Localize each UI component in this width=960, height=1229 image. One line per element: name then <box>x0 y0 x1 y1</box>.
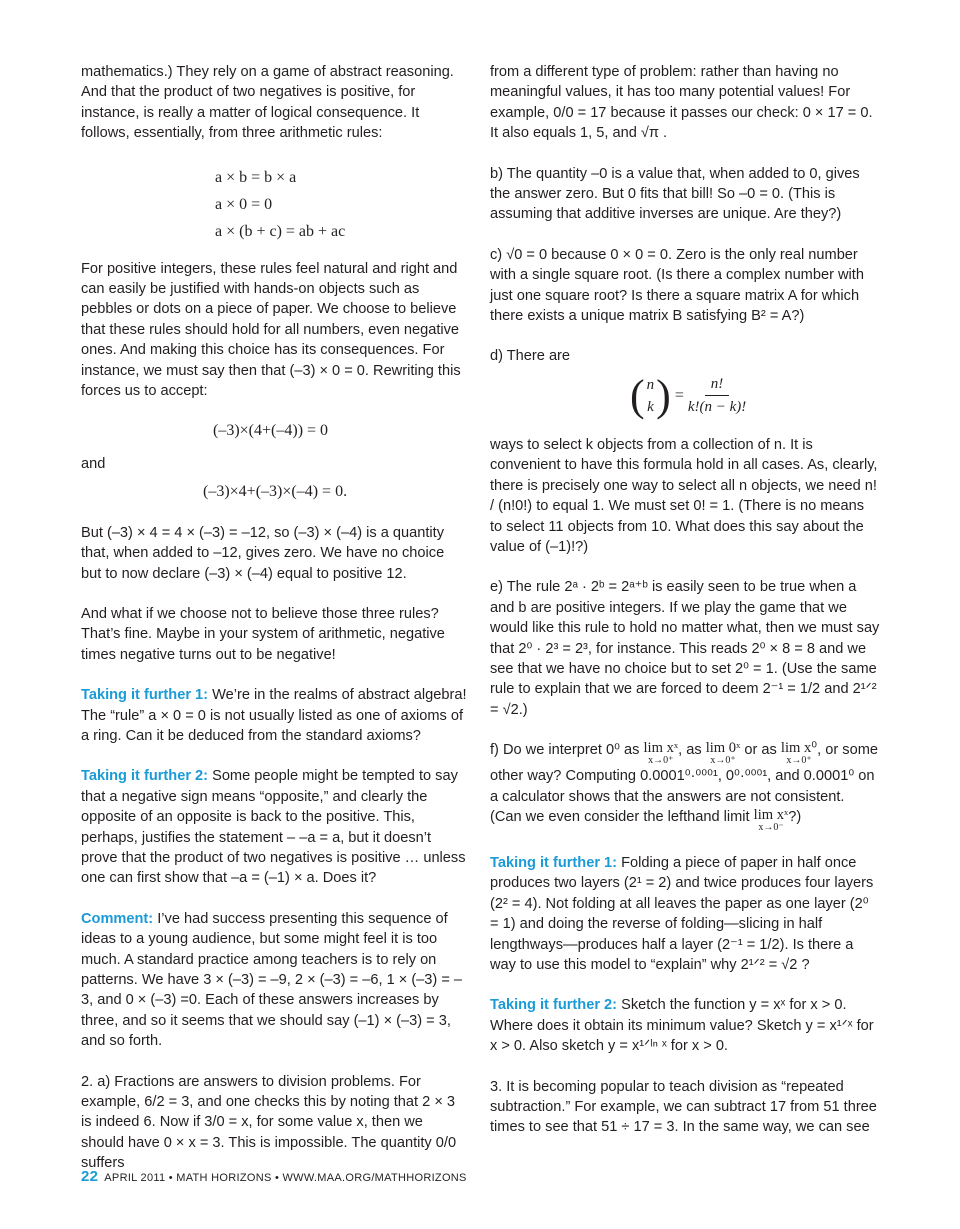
paragraph: 3. It is becoming popular to teach division as “repeated subtraction.” For example, we can subtract 17 from 51 three times to see that 51 ÷ 17 = 3. In the same way, we can see <box>490 1078 877 1136</box>
section-text: Some people might be tempted to say that a negative sign means “opposite,” and clearly the opposite of an opposite is back to the positive. This, perhaps, justifies the statement – –a = a, but it doesn’t prove that the product of two negatives is positive … unless one can first show that –a = (–1) × a. Does it? <box>81 768 466 887</box>
section-label: Taking it further 1: <box>490 854 618 871</box>
fraction <box>688 373 746 418</box>
denominator: k!(n − k)! <box>687 399 747 416</box>
section-text: Sketch the function y = xˣ for x > 0. Where does it obtain its minimum value? Sketch y = x¹ᐟˣ for x > 0. Also sketch y = x¹ᐟˡⁿ ˣ for x > 0. <box>490 997 874 1055</box>
paragraph: For positive integers, these rules feel natural and right and can easily be justified with hands-on objects such as pebbles or dots on a piece of paper. We choose to believe that these rules should hold for all numbers, even negative ones. And making this choice has its consequences. For instance, we must say then that (–3) × 0 = 0. Rewriting this forces us to accept: <box>81 260 461 400</box>
equation: a × (b + c) = ab + ac <box>215 222 346 240</box>
page-number: 22 <box>81 1168 99 1185</box>
paragraph: c) √0 = 0 because 0 × 0 = 0. Zero is the only real number with a single square root. (Is there a complex number with just one square root? Is there a square matrix A for which there exists a unique matrix B satisfying B² = A?) <box>490 246 864 325</box>
taking-it-further-2 <box>81 766 467 888</box>
equation: (–3)×4+(–3)×(–4) = 0. <box>203 483 348 501</box>
paragraph: e) The rule 2ᵃ · 2ᵇ = 2ᵃ⁺ᵇ is easily seen to be true when a and b are positive integers. If we play the game that we would like this rule to hold no matter what, then we must say that 2⁰ · 2³ = 2³, for instance. This reads 2⁰ × 8 = 8 and we see that we have no choice but to set 2⁰ = 1. (Use the same rule to explain that we are forced to deem 2⁻¹ = 1/2 and 2¹ᐟ² = √2.) <box>490 579 880 718</box>
binomial-k: k <box>647 398 654 415</box>
right-column <box>490 62 880 1158</box>
section-label: Comment: <box>81 910 154 927</box>
paragraph: And what if we choose not to believe those three rules? That’s fine. Maybe in your system of arithmetic, negative times negative turns out to be negative! <box>81 605 445 663</box>
text: , or some other way? Computing 0.0001⁰·⁰⁰⁰¹, 0⁰·⁰⁰⁰¹, and 0.0001⁰ on a calculator shows that the answers are not consistent. (Can we even consider the lefthand limit <box>490 742 878 825</box>
equation: (–3)×(4+(–4)) = 0 <box>213 422 329 440</box>
binomial-stack <box>645 374 657 418</box>
comment <box>81 909 467 1052</box>
text: , as <box>678 742 702 759</box>
paragraph: 2. a) Fractions are answers to division problems. For example, 6/2 = 3, and one checks this by noting that 2 × 3 is indeed 6. Now if 3/0 = x, for some value x, then we should have 0 × x = 3. This is impossible. The quantity 0/0 suffers <box>81 1073 457 1172</box>
text: ?) <box>788 808 802 825</box>
page-footer <box>81 1168 467 1185</box>
left-paren: ( <box>630 370 645 420</box>
right-paren: ) <box>656 370 671 420</box>
paragraph: But (–3) × 4 = 4 × (–3) = –12, so (–3) × (–4) is a quantity that, when added to –12, gives zero. We have no choice but to now declare (–3) × (–4) equal to positive 12. <box>81 524 445 582</box>
section-text: Folding a piece of paper in half once produces two layers (2¹ = 2) and twice produces four layers (2² = 4). Not folding at all leaves the paper as one layer (2⁰ = 1) and doing the reverse of folding—slicing in half lengthways—produces half a layer (2⁻¹ = 1/2). Is there a way to use this model to “explain” why 2¹ᐟ² = √2 ? <box>490 854 874 973</box>
limit-expression: lim 0ˣ x→0⁺ <box>705 740 741 767</box>
equation: a × 0 = 0 <box>215 195 273 213</box>
paragraph: d) There are <box>490 348 571 365</box>
binomial-equation <box>490 371 880 421</box>
binomial-n: n <box>646 376 655 393</box>
section-text: We’re in the realms of abstract algebra! The “rule” a × 0 = 0 is not usually listed as one of axioms of a ring. Can it be deduced from the standard axioms? <box>81 687 467 744</box>
limit-expression: lim xˣ x→0⁻ <box>753 806 789 833</box>
limit-expression: lim xˣ x→0⁺ <box>643 740 679 767</box>
footer-text: APRIL 2011 • MATH HORIZONS • WWW.MAA.ORG/MATHHORIZONS <box>104 1172 467 1184</box>
equation: a × b = b × a <box>215 168 297 186</box>
taking-it-further-1 <box>490 853 880 975</box>
taking-it-further-2 <box>490 995 880 1056</box>
section-label: Taking it further 1: <box>81 687 209 704</box>
numerator: n! <box>705 373 730 396</box>
section-label: Taking it further 2: <box>490 997 618 1014</box>
equals-sign: = <box>674 386 684 404</box>
limit-expression: lim x⁰ x→0⁺ <box>780 740 818 767</box>
left-column <box>81 62 467 1194</box>
paragraph: and <box>81 455 106 472</box>
text: or as <box>744 742 777 759</box>
rules-equations <box>81 164 467 245</box>
taking-it-further-1 <box>81 685 467 746</box>
paragraph: from a different type of problem: rather than having no meaningful values, it has too many potential values! For example, 0/0 = 17 because it passes our check: 0 × 17 = 0. It also equals 1, 5, and √π . <box>490 64 873 142</box>
paragraph: mathematics.) They rely on a game of abstract reasoning. And that the product of two negatives is positive, for instance, is really a matter of logical consequence. It follows, essentially, from three arithmetic rules: <box>81 64 454 142</box>
paragraph: b) The quantity –0 is a value that, when added to 0, gives the answer zero. But 0 fits that bill! So –0 = 0. (This is assuming that additive inverses are unique. Are they?) <box>490 165 860 223</box>
text: f) Do we interpret 0⁰ as <box>490 742 640 759</box>
paragraph-limits <box>490 740 880 833</box>
section-text: I’ve had success presenting this sequence of ideas to a young audience, but some might feel it is too much. A standard practice among teachers is to rely on patterns. We have 3 × (–3) = –9, 2 × (–3) = –6, 1 × (–3) = –3, and 0 × (–3) =0. Each of these answers increases by three, and so it seems that we should say (–1) × (–3) = 3, and so forth. <box>81 910 463 1050</box>
paragraph: ways to select k objects from a collection of n. It is convenient to have this formula hold in all cases. As, clearly, there is precisely one way to select all n objects, we need n! / (n!0!) to equal 1. We must set 0! = 1. (There is no means to select 11 objects from 10. What does this say about the value of (–1)!?) <box>490 436 878 555</box>
section-label: Taking it further 2: <box>81 768 209 785</box>
